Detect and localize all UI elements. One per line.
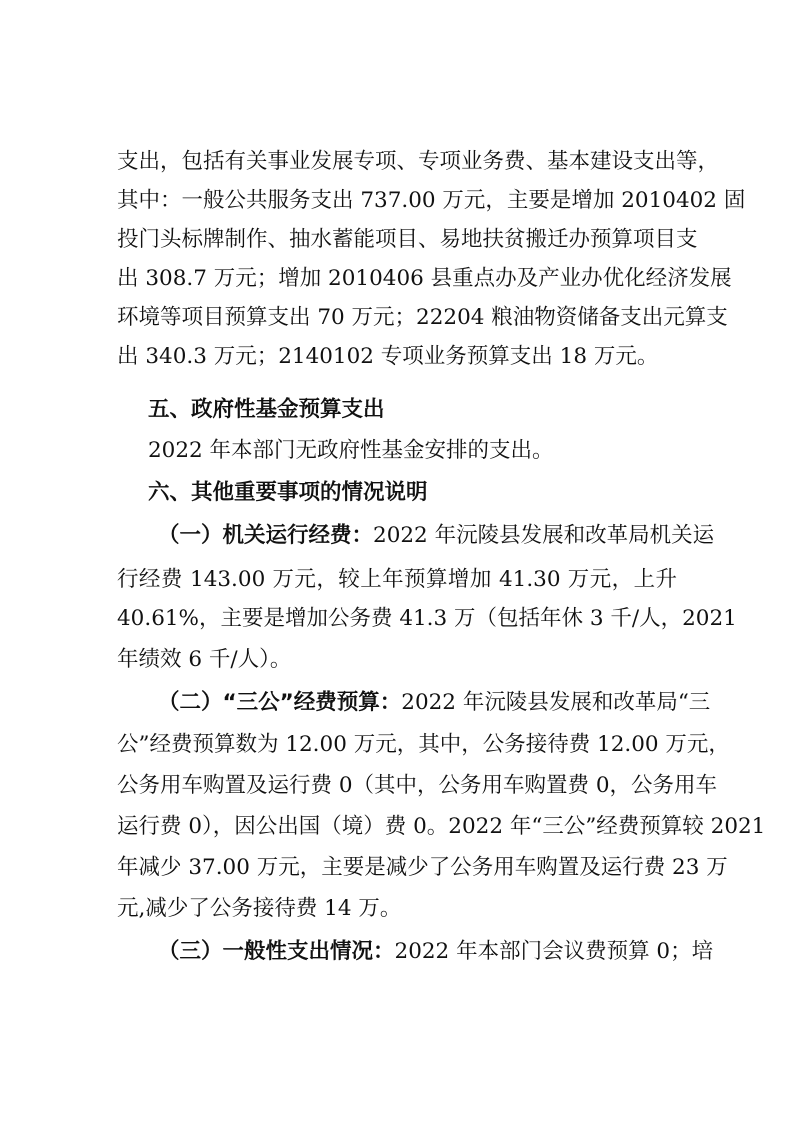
paragraph-1-first-text: 2022 年沅陵县发展和改革局机关运 <box>373 523 715 548</box>
text-line: 运行费 0），因公出国（境）费 0。2022 年“三公”经费预算较 2021 <box>117 814 766 839</box>
text-line: 元,减少了公务接待费 14 万。 <box>117 896 402 921</box>
section-5-text: 2022 年本部门无政府性基金安排的支出。 <box>148 438 554 463</box>
paragraph-1-first-line <box>158 517 715 555</box>
section-6-heading: 六、其他重要事项的情况说明 <box>148 480 428 505</box>
text-line: 支出，包括有关事业发展专项、专项业务费、基本建设支出等， <box>117 149 720 174</box>
paragraph-2-first-line <box>158 684 711 722</box>
text-line: 出 340.3 万元；2140102 专项业务预算支出 18 万元。 <box>117 344 659 369</box>
text-line: 其中：一般公共服务支出 737.00 万元，主要是增加 2010402 固 <box>117 188 746 213</box>
text-line: 行经费 143.00 万元，较上年预算增加 41.30 万元，上升 <box>117 567 677 592</box>
text-line: 出 308.7 万元；增加 2010406 县重点办及产业办优化经济发展 <box>117 266 732 291</box>
text-line: 投门头标牌制作、抽水蓄能项目、易地扶贫搬迁办预算项目支 <box>117 227 698 252</box>
paragraph-2-lead: （二）“三公”经费预算： <box>158 690 402 715</box>
paragraph-3-lead: （三）一般性支出情况： <box>158 939 395 964</box>
paragraph-1-lead: （一）机关运行经费： <box>158 523 374 548</box>
text-line: 40.61%，主要是增加公务费 41.3 万（包括年休 3 千/人，2021 <box>117 606 737 631</box>
text-line: 年绩效 6 千/人）。 <box>117 647 292 672</box>
section-5-heading: 五、政府性基金预算支出 <box>148 397 385 422</box>
text-line: 公务用车购置及运行费 0（其中，公务用车购置费 0，公务用车 <box>117 773 718 798</box>
text-line: 年减少 37.00 万元，主要是减少了公务用车购置及运行费 23 万 <box>117 855 728 880</box>
paragraph-3-first-line <box>158 933 714 971</box>
text-line: 公”经费预算数为 12.00 万元，其中，公务接待费 12.00 万元， <box>117 732 730 757</box>
text-line: 环境等项目预算支出 70 万元；22204 粮油物资储备支出元算支 <box>117 305 728 330</box>
paragraph-2-first-text: 2022 年沅陵县发展和改革局“三 <box>401 690 711 715</box>
paragraph-3-first-text: 2022 年本部门会议费预算 0；培 <box>394 939 714 964</box>
